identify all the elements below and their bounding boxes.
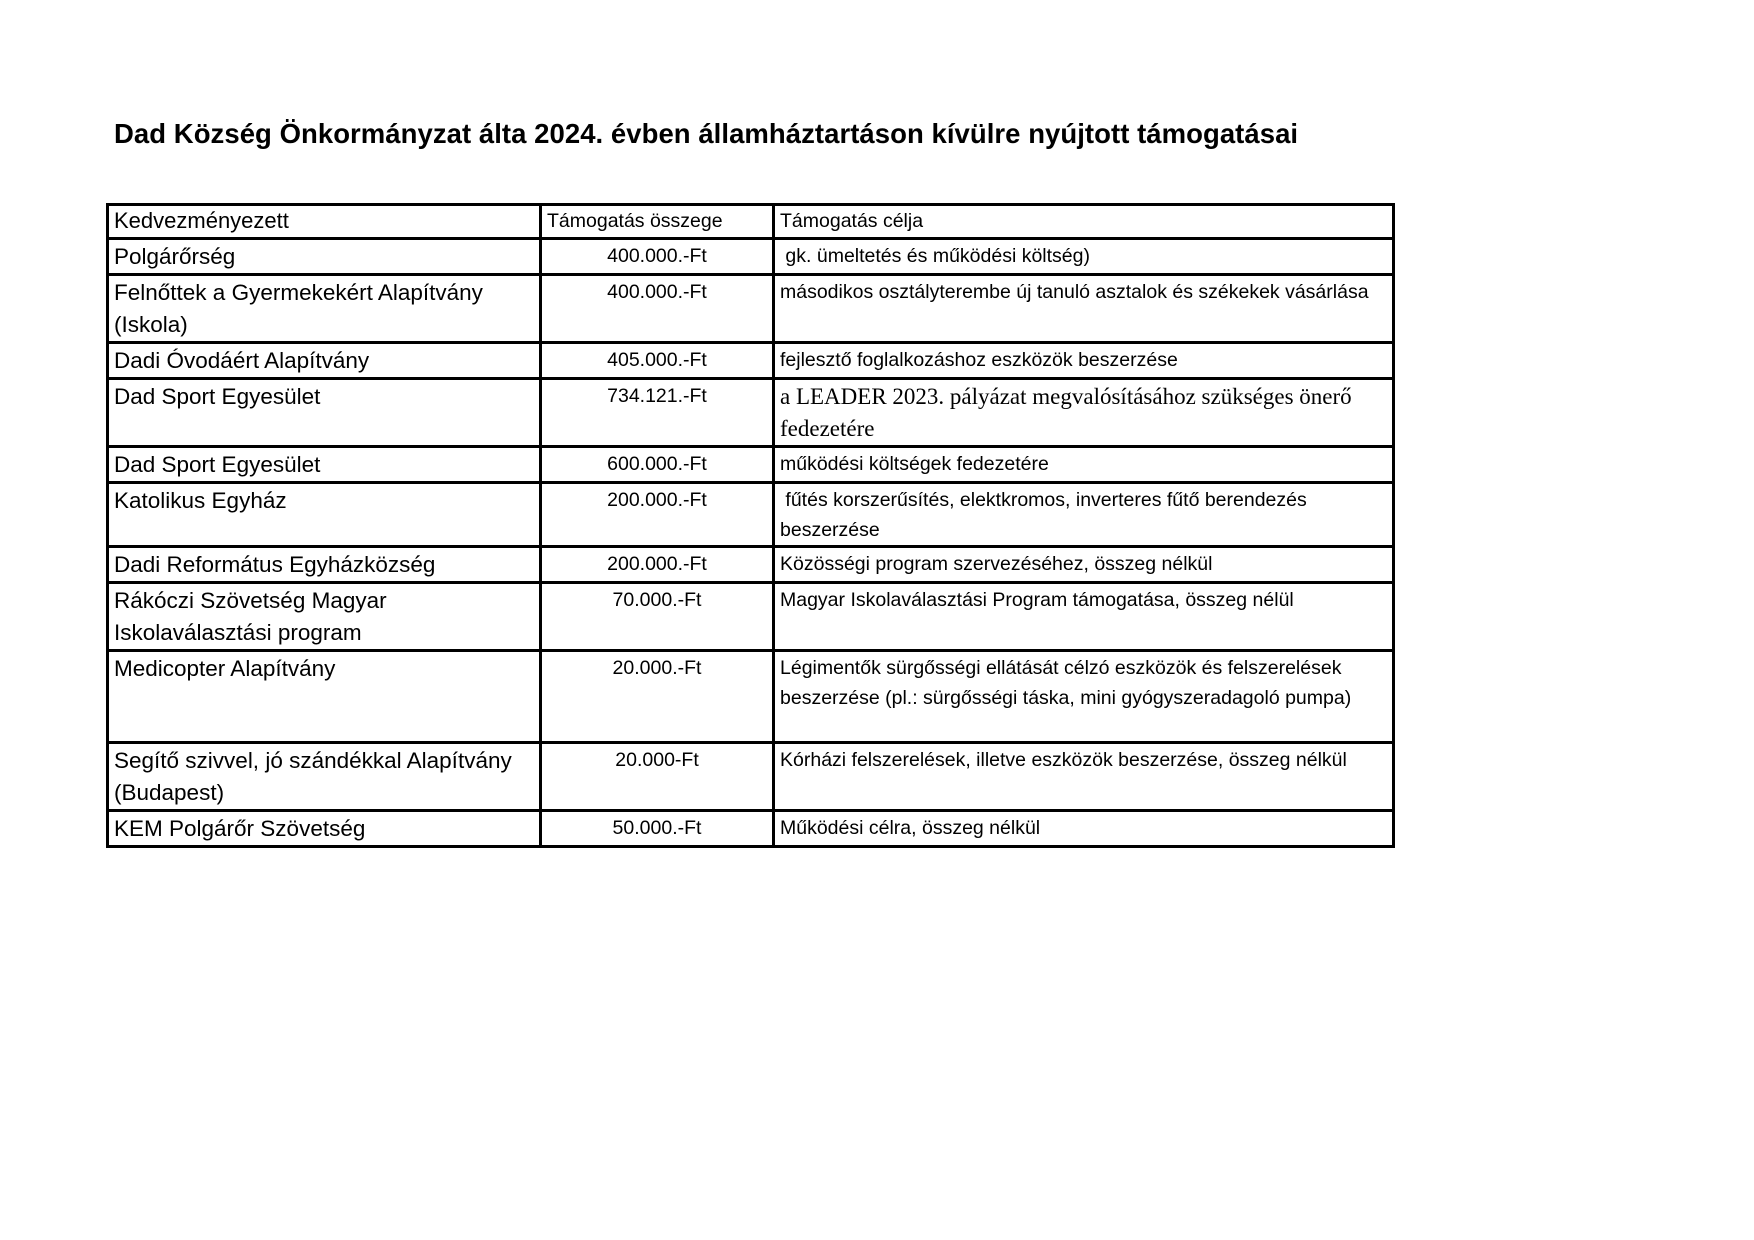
amount-cell: 734.121.-Ft [541, 379, 774, 447]
beneficiary-cell: Katolikus Egyház [108, 483, 541, 547]
beneficiary-cell: Dad Sport Egyesület [108, 379, 541, 447]
beneficiary-cell: Dad Sport Egyesület [108, 447, 541, 483]
amount-cell: 400.000.-Ft [541, 275, 774, 343]
beneficiary-cell: Dadi Óvodáért Alapítvány [108, 343, 541, 379]
beneficiary-cell: Segítő szivvel, jó szándékkal Alapítvány (Budapest) [108, 743, 541, 811]
amount-cell: 400.000.-Ft [541, 239, 774, 275]
purpose-cell: Magyar Iskolaválasztási Program támogatása, összeg nélül [774, 583, 1394, 651]
purpose-cell: a LEADER 2023. pályázat megvalósításához szükséges önerő fedezetére [774, 379, 1394, 447]
purpose-cell: másodikos osztályterembe új tanuló asztalok és székekek vásárlása [774, 275, 1394, 343]
header-purpose: Támogatás célja [774, 205, 1394, 239]
beneficiary-cell: KEM Polgárőr Szövetség [108, 811, 541, 847]
table-row [108, 811, 1394, 847]
amount-cell: 50.000.-Ft [541, 811, 774, 847]
page-title: Dad Község Önkormányzat álta 2024. évben államháztartáson kívülre nyújtott támogatásai [114, 118, 1299, 149]
purpose-cell: Légimentők sürgősségi ellátását célzó eszközök és felszerelések beszerzése (pl.: sürgősségi táska, mini gyógyszeradagoló pumpa) [774, 651, 1394, 743]
beneficiary-cell: Rákóczi Szövetség Magyar Iskolaválasztási program [108, 583, 541, 651]
beneficiary-cell: Polgárőrség [108, 239, 541, 275]
purpose-cell: gk. ümeltetés és működési költség) [774, 239, 1394, 275]
beneficiary-cell: Dadi Református Egyházközség [108, 547, 541, 583]
table-row [108, 483, 1394, 547]
purpose-cell: fűtés korszerűsítés, elektkromos, inverteres fűtő berendezés beszerzése [774, 483, 1394, 547]
table-row [108, 239, 1394, 275]
purpose-cell: fejlesztő foglalkozáshoz eszközök beszerzése [774, 343, 1394, 379]
table-row [108, 547, 1394, 583]
table-row [108, 343, 1394, 379]
header-amount: Támogatás összege [541, 205, 774, 239]
purpose-cell: Kórházi felszerelések, illetve eszközök beszerzése, összeg nélkül [774, 743, 1394, 811]
table-row [108, 651, 1394, 743]
amount-cell: 600.000.-Ft [541, 447, 774, 483]
amount-cell: 20.000-Ft [541, 743, 774, 811]
amount-cell: 70.000.-Ft [541, 583, 774, 651]
table-row [108, 743, 1394, 811]
beneficiary-cell: Felnőttek a Gyermekekért Alapítvány (Iskola) [108, 275, 541, 343]
beneficiary-cell: Medicopter Alapítvány [108, 651, 541, 743]
purpose-cell: működési költségek fedezetére [774, 447, 1394, 483]
table-row [108, 275, 1394, 343]
table-header-row [108, 205, 1394, 239]
purpose-cell: Közösségi program szervezéséhez, összeg nélkül [774, 547, 1394, 583]
purpose-cell: Működési célra, összeg nélkül [774, 811, 1394, 847]
support-table [106, 203, 1395, 848]
table-row [108, 447, 1394, 483]
amount-cell: 405.000.-Ft [541, 343, 774, 379]
amount-cell: 20.000.-Ft [541, 651, 774, 743]
table-row [108, 379, 1394, 447]
table-row [108, 583, 1394, 651]
header-beneficiary: Kedvezményezett [108, 205, 541, 239]
amount-cell: 200.000.-Ft [541, 483, 774, 547]
amount-cell: 200.000.-Ft [541, 547, 774, 583]
